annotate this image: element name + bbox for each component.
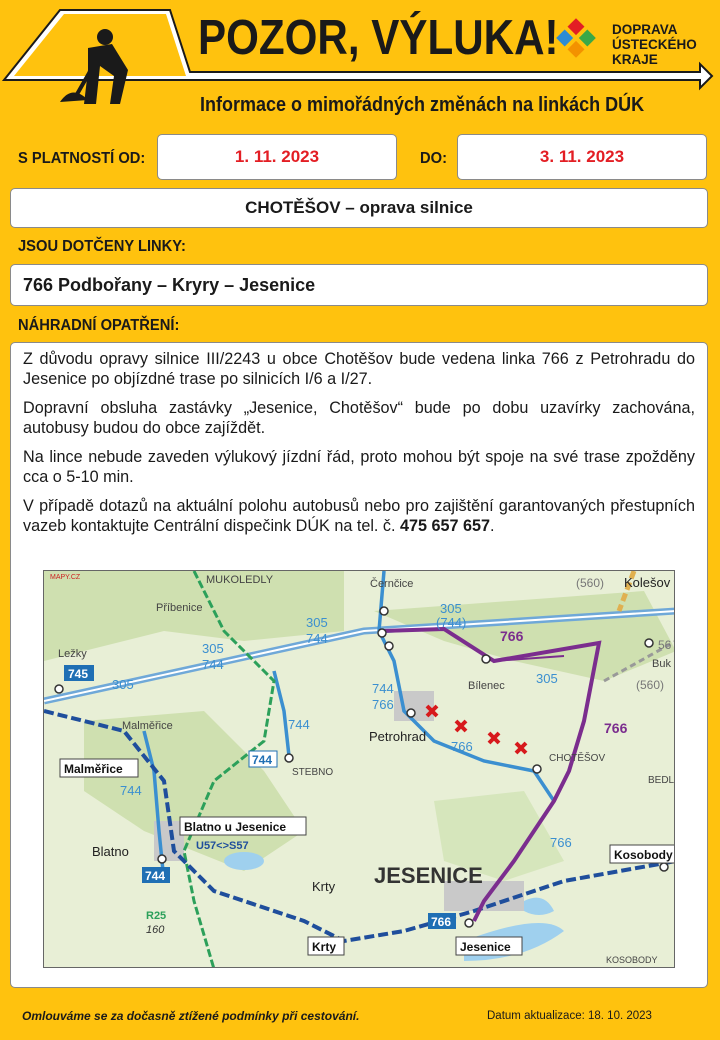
header-banner bbox=[0, 0, 720, 130]
svg-text:JESENICE: JESENICE bbox=[374, 863, 483, 888]
svg-text:305: 305 bbox=[112, 677, 134, 692]
valid-to-value: 3. 11. 2023 bbox=[457, 134, 707, 180]
svg-text:56: 56 bbox=[658, 638, 672, 652]
measures-label: NÁHRADNÍ OPATŘENÍ: bbox=[18, 317, 180, 334]
page-subtitle: Informace o mimořádných změnách na linkách DÚK bbox=[200, 94, 645, 116]
svg-text:KOSOBODY: KOSOBODY bbox=[606, 955, 658, 965]
valid-from-label: S PLATNOSTÍ OD: bbox=[18, 150, 146, 167]
svg-text:744: 744 bbox=[120, 783, 142, 798]
affected-lines-value: 766 Podbořany – Kryry – Jesenice bbox=[10, 264, 708, 306]
dispatch-phone: 475 657 657 bbox=[400, 517, 491, 535]
closure-place: CHOTĚŠOV bbox=[245, 198, 341, 217]
svg-text:Ležky: Ležky bbox=[58, 648, 87, 660]
svg-text:766: 766 bbox=[604, 720, 628, 736]
svg-text:Kolešov: Kolešov bbox=[624, 575, 671, 590]
svg-text:766: 766 bbox=[550, 835, 572, 850]
brand-logo-text: DOPRAVA ÚSTECKÉHO KRAJE bbox=[612, 22, 697, 67]
svg-text:Buk: Buk bbox=[652, 658, 671, 670]
svg-text:305: 305 bbox=[306, 615, 328, 630]
svg-text:STEBNO: STEBNO bbox=[292, 767, 334, 778]
svg-text:R25: R25 bbox=[146, 910, 167, 922]
svg-text:766: 766 bbox=[431, 915, 452, 929]
measures-paragraph-4: V případě dotazů na aktuální polohu autobusů nebo pro zajištění garantovaných přestupních vazeb kontaktujte Centrální dispečink DÚK na tel. č. 475 657 657. bbox=[23, 497, 695, 535]
svg-text:U57<>S57: U57<>S57 bbox=[196, 840, 249, 852]
detour-map bbox=[43, 570, 675, 968]
svg-text:745: 745 bbox=[68, 667, 89, 681]
svg-text:(560): (560) bbox=[576, 576, 605, 590]
svg-text:305: 305 bbox=[202, 641, 224, 656]
svg-text:766: 766 bbox=[372, 697, 394, 712]
svg-text:Příbenice: Příbenice bbox=[156, 602, 203, 614]
svg-text:744: 744 bbox=[288, 717, 310, 732]
svg-text:MUKOLEDLY: MUKOLEDLY bbox=[206, 574, 274, 586]
svg-text:744: 744 bbox=[202, 657, 224, 672]
svg-text:Malměřice: Malměřice bbox=[64, 762, 123, 776]
svg-text:160: 160 bbox=[146, 924, 165, 936]
closure-site-box bbox=[10, 188, 708, 228]
svg-text:744: 744 bbox=[252, 753, 273, 767]
valid-from-value: 1. 11. 2023 bbox=[157, 134, 397, 180]
svg-text:744: 744 bbox=[145, 869, 166, 883]
footer-update-date: Datum aktualizace: 18. 10. 2023 bbox=[487, 1010, 652, 1022]
svg-text:Jesenice: Jesenice bbox=[460, 940, 511, 954]
measures-paragraph-3: Na lince nebude zaveden výlukový jízdní řád, proto mohou být spoje na své trase zpožděny cca o 5-10 min. bbox=[23, 448, 695, 486]
svg-text:Bílenec: Bílenec bbox=[468, 680, 505, 692]
svg-text:305: 305 bbox=[536, 671, 558, 686]
valid-to-label: DO: bbox=[420, 150, 447, 167]
svg-text:CHOTĚŠOV: CHOTĚŠOV bbox=[549, 753, 606, 764]
svg-text:BEDL: BEDL bbox=[648, 775, 675, 786]
svg-text:Blatno u Jesenice: Blatno u Jesenice bbox=[184, 820, 287, 834]
svg-text:Blatno: Blatno bbox=[92, 844, 129, 859]
measures-paragraph-1: Z důvodu opravy silnice III/2243 u obce Chotěšov bude vedena linka 766 z Petrohradu do Jesenice po objízdné trase po silnicích I/6 a I/27. bbox=[23, 350, 695, 388]
svg-text:Petrohrad: Petrohrad bbox=[369, 729, 427, 744]
svg-text:744: 744 bbox=[306, 631, 328, 646]
svg-text:305: 305 bbox=[440, 601, 462, 616]
svg-text:Krty: Krty bbox=[312, 940, 337, 954]
page-title: POZOR, VÝLUKA! bbox=[198, 11, 559, 65]
closure-reason: – oprava silnice bbox=[345, 198, 473, 217]
svg-text:Černčice: Černčice bbox=[370, 578, 414, 590]
svg-text:Krty: Krty bbox=[312, 879, 336, 894]
affected-lines-label: JSOU DOTČENY LINKY: bbox=[18, 238, 186, 255]
svg-text:766: 766 bbox=[500, 628, 524, 644]
svg-text:(744): (744) bbox=[436, 615, 467, 630]
svg-text:MAPY.CZ: MAPY.CZ bbox=[50, 574, 81, 581]
svg-text:(560): (560) bbox=[636, 678, 665, 692]
svg-text:Malměřice: Malměřice bbox=[122, 720, 173, 732]
measures-paragraph-2: Dopravní obsluha zastávky „Jesenice, Chotěšov“ bude po dobu uzavírky zachována, autobusy budou do obce zajíždět. bbox=[23, 399, 695, 437]
svg-text:744: 744 bbox=[372, 681, 394, 696]
svg-text:Kosobody: Kosobody bbox=[614, 848, 673, 862]
footer-apology: Omlouváme se za dočasně ztížené podmínky při cestování. bbox=[22, 1009, 360, 1023]
svg-text:766: 766 bbox=[451, 739, 473, 754]
